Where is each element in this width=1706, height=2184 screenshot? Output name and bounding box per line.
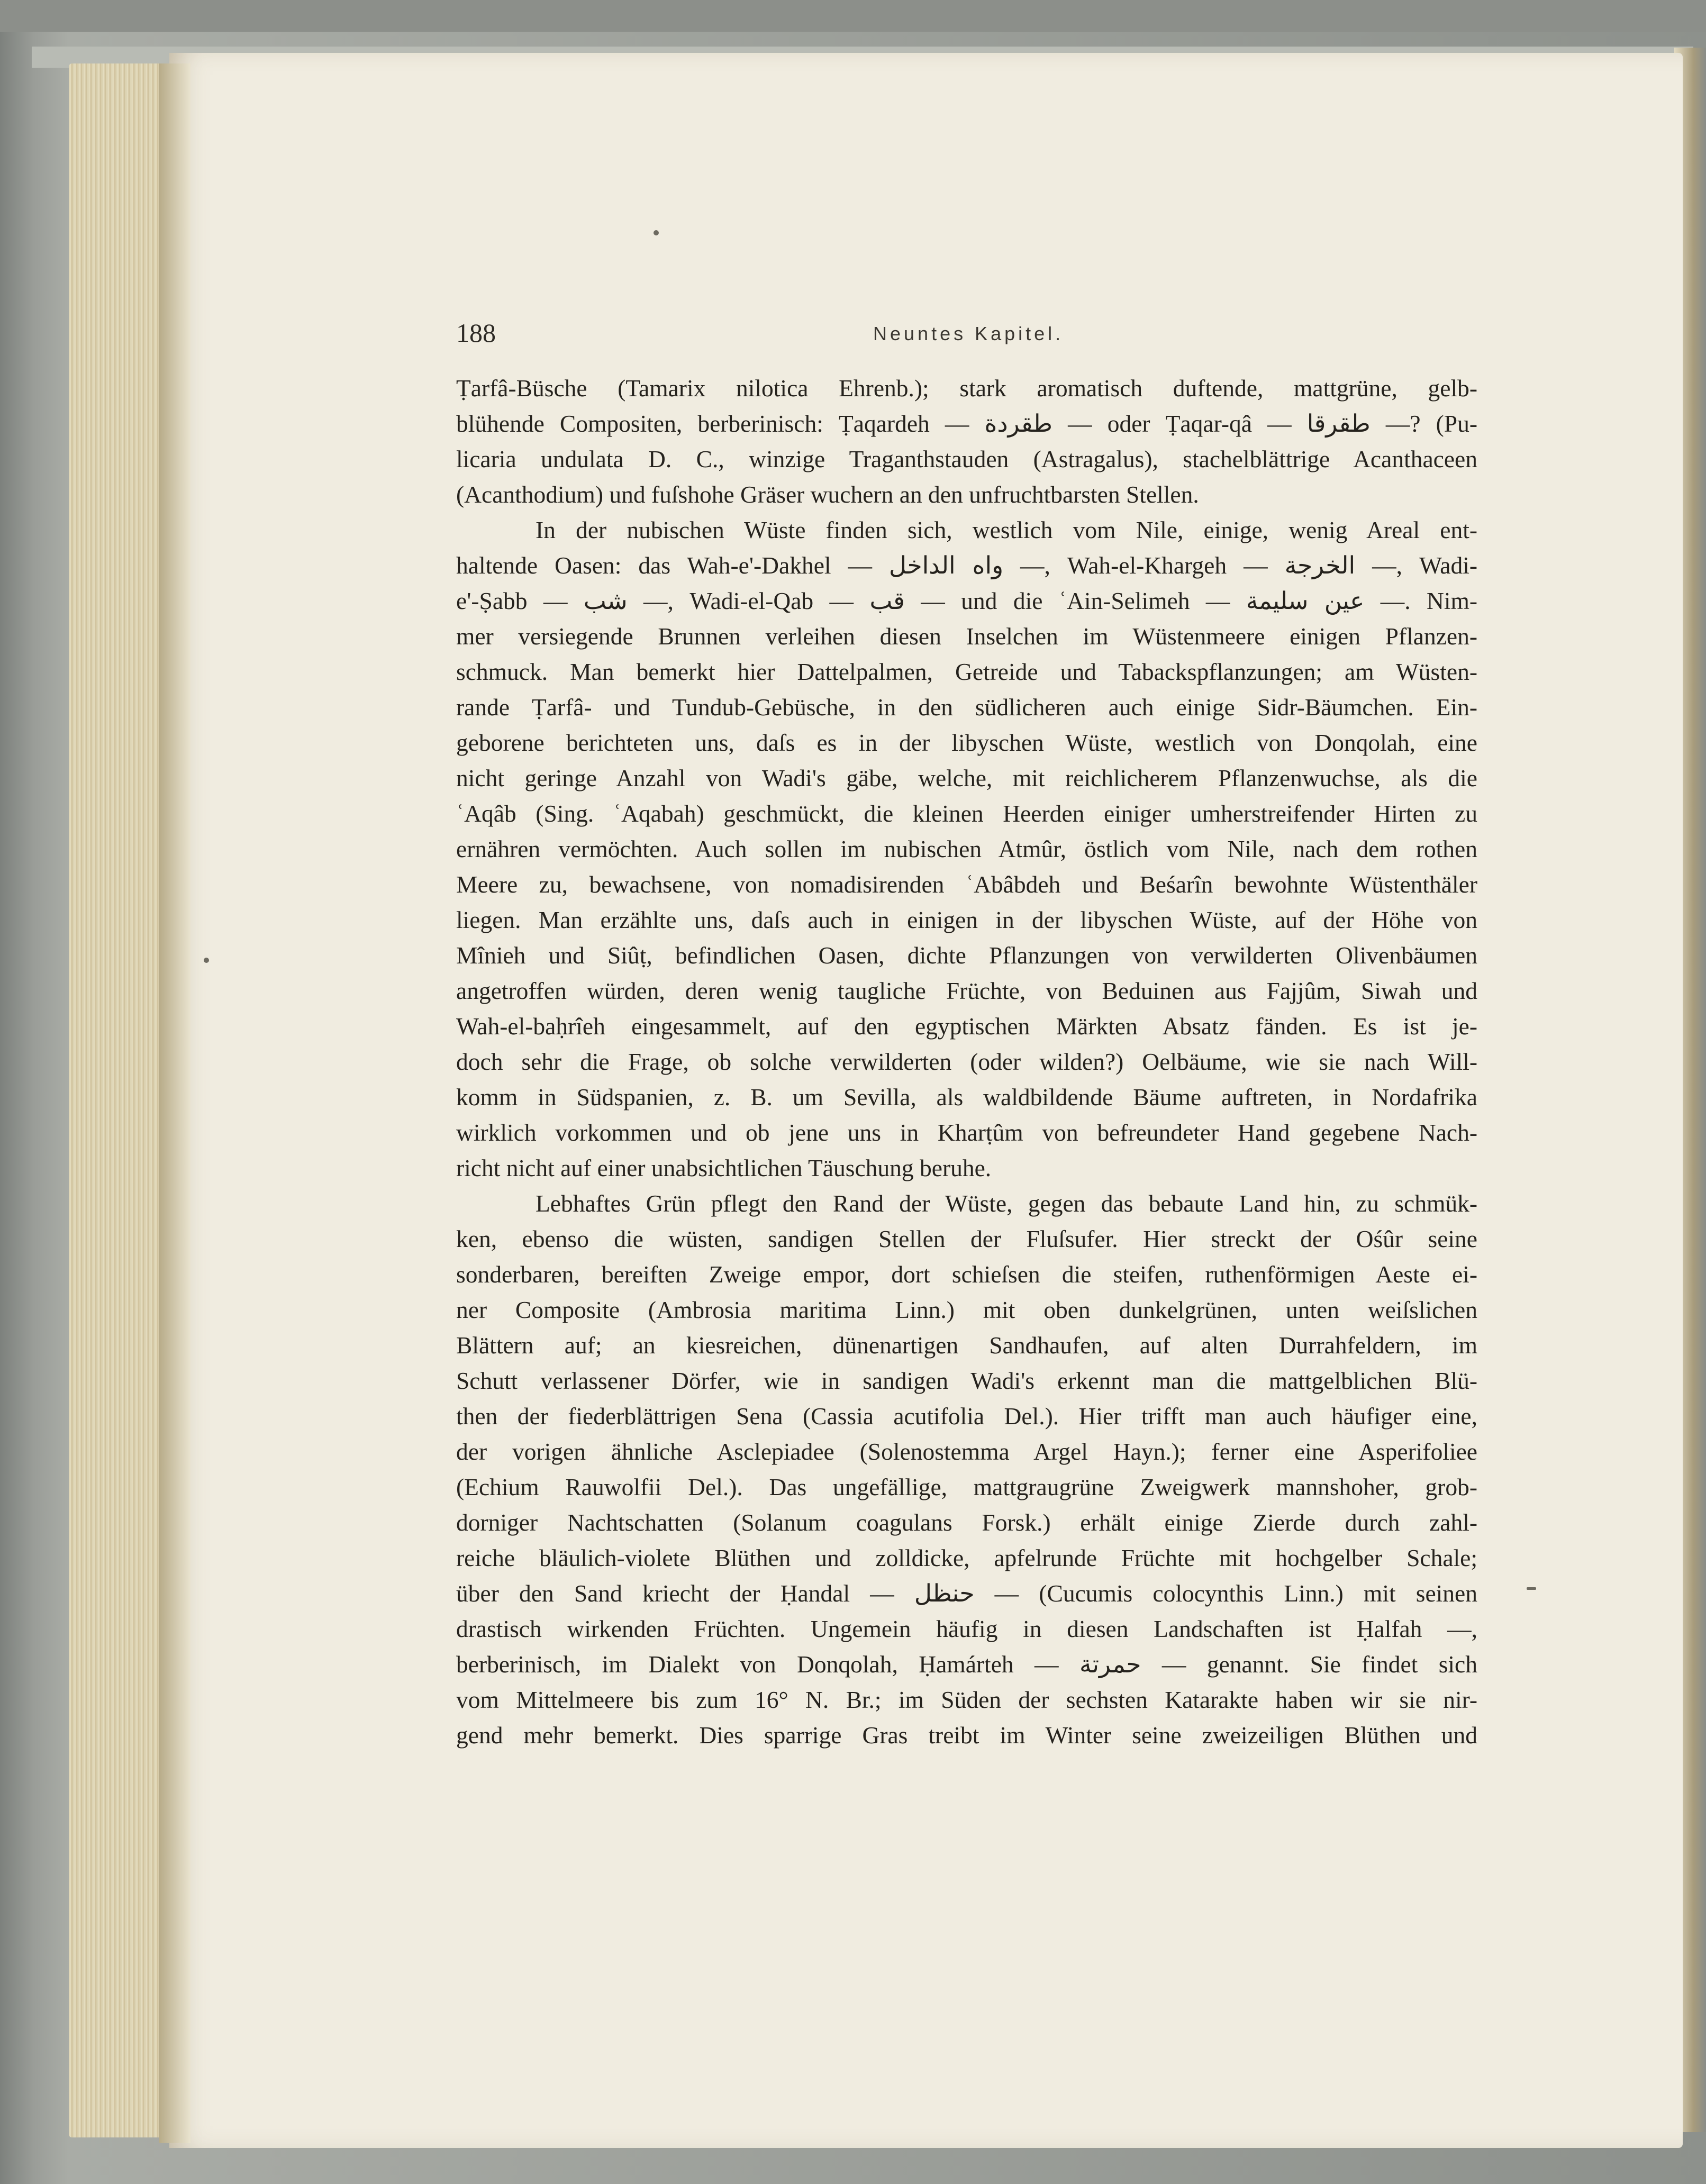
text-line: In der nubischen Wüste finden sich, westlich vom Nile, einige, wenig Areal ent- bbox=[536, 516, 1477, 543]
text-line: Wah-el-baḥrîeh eingesammelt, auf den egyptischen Märkten Absatz fänden. Es ist je- bbox=[456, 1013, 1477, 1040]
text-line: drastisch wirkenden Früchten. Ungemein häufig in diesen Landschaften ist Ḥalfah —, bbox=[456, 1615, 1477, 1642]
text-line: (Echium Rauwolfii Del.). Das ungefällige, mattgraugrüne Zweigwerk mannshoher, grob- bbox=[456, 1473, 1477, 1500]
text-line: licaria undulata D. C., winzige Traganthstauden (Astragalus), stachelblättrige Acanthaceen bbox=[456, 445, 1477, 472]
text-line: blühende Compositen, berberinisch: Ṭaqardeh — طقردة — oder Ṭaqar-qâ — طقرقا —? (Pu- bbox=[456, 410, 1477, 437]
body-text bbox=[456, 370, 1477, 1753]
text-line: Schutt verlassener Dörfer, wie in sandigen Wadi's erkennt man die mattgelblichen Blü- bbox=[456, 1367, 1477, 1394]
text-line: berberinisch, im Dialekt von Donqolah, Ḥamárteh — حمرتة — genannt. Sie findet sich bbox=[456, 1651, 1477, 1678]
text-line: liegen. Man erzählte uns, daſs auch in einigen in der libyschen Wüste, auf der Höhe von bbox=[456, 906, 1477, 933]
running-head: Neuntes Kapitel. bbox=[873, 323, 1064, 344]
page-gutter bbox=[159, 63, 190, 2143]
text-line: geborene berichteten uns, daſs es in der libyschen Wüste, westlich von Donqolah, eine bbox=[456, 729, 1477, 756]
text-line: angetroffen würden, deren wenig taugliche Früchte, von Beduinen aus Fajjûm, Siwah und bbox=[456, 977, 1477, 1004]
text-line: Blättern auf; an kiesreichen, dünenartigen Sandhaufen, auf alten Durrahfeldern, im bbox=[456, 1332, 1477, 1359]
text-line: Meere zu, bewachsene, von nomadisirenden ʿAbâbdeh und Beśarîn bewohnte Wüstenthäler bbox=[456, 871, 1477, 898]
text-line: ner Composite (Ambrosia maritima Linn.) mit oben dunkelgrünen, unten weiſslichen bbox=[456, 1296, 1477, 1323]
text-line: schmuck. Man bemerkt hier Dattelpalmen, Getreide und Tabackspflanzungen; am Wüsten- bbox=[456, 658, 1477, 685]
text-line: Ṭarfâ-Büsche (Tamarix nilotica Ehrenb.); stark aromatisch duftende, mattgrüne, gelb- bbox=[456, 375, 1477, 402]
text-line: doch sehr die Frage, ob solche verwilderten (oder wilden?) Oelbäume, wie sie nach Will- bbox=[456, 1048, 1477, 1075]
paper-speck bbox=[204, 958, 209, 963]
text-line: ernähren vermöchten. Auch sollen im nubischen Atmûr, östlich vom Nile, nach dem rothen bbox=[456, 835, 1477, 862]
text-line: (Acanthodium) und fuſshohe Gräser wuchern an den unfruchtbarsten Stellen. bbox=[456, 481, 1199, 508]
text-line: rande Ṭarfâ- und Tundub-Gebüsche, in den südlicheren auch einige Sidr-Bäumchen. Ein- bbox=[456, 694, 1477, 721]
text-line: haltende Oasen: das Wah-e'-Dakhel — واه الداخل —, Wah-el-Khargeh — الخرجة —, Wadi- bbox=[456, 552, 1477, 579]
text-line: mer versiegende Brunnen verleihen diesen Inselchen im Wüstenmeere einigen Pflanzen- bbox=[456, 623, 1477, 650]
text-line: Mînieh und Siûṭ, befindlichen Oasen, dichte Pflanzungen von verwilderten Olivenbäumen bbox=[456, 942, 1477, 969]
text-line: wirklich vorkommen und ob jene uns in Kharṭûm von befreundeter Hand gegebene Nach- bbox=[456, 1119, 1477, 1146]
page-header bbox=[456, 317, 1514, 365]
text-line: sonderbaren, bereiften Zweige empor, dort schieſsen die steifen, ruthenförmigen Aeste ei- bbox=[456, 1261, 1477, 1288]
paper-speck bbox=[654, 230, 659, 235]
page-number: 188 bbox=[456, 318, 496, 348]
text-line: dorniger Nachtschatten (Solanum coagulans Forsk.) erhält einige Zierde durch zahl- bbox=[456, 1509, 1477, 1536]
text-line: then der fiederblättrigen Sena (Cassia acutifolia Del.). Hier trifft man auch häufiger eine, bbox=[456, 1403, 1477, 1430]
text-line: reiche bläulich-violete Blüthen und zolldicke, apfelrunde Früchte mit hochgelber Schale; bbox=[456, 1544, 1477, 1571]
text-line: der vorigen ähnliche Asclepiadee (Solenostemma Argel Hayn.); ferner eine Asperifoliee bbox=[456, 1438, 1477, 1465]
text-line: komm in Südspanien, z. B. um Sevilla, als waldbildende Bäume auftreten, in Nordafrika bbox=[456, 1084, 1477, 1111]
text-line: Lebhaftes Grün pflegt den Rand der Wüste, gegen das bebaute Land hin, zu schmük- bbox=[536, 1190, 1477, 1217]
text-line: ʿAqâb (Sing. ʿAqabah) geschmückt, die kleinen Heerden einiger umherstreifender Hirten zu bbox=[456, 800, 1477, 827]
text-line: über den Sand kriecht der Ḥandal — حنظل — (Cucumis colocynthis Linn.) mit seinen bbox=[456, 1580, 1477, 1607]
text-line: gend mehr bemerkt. Dies sparrige Gras treibt im Winter seine zweizeiligen Blüthen und bbox=[456, 1722, 1477, 1749]
text-line: e'-Ṣabb — شب —, Wadi-el-Qab — قب — und die ʿAin-Selimeh — عين سليمة —. Nim- bbox=[456, 587, 1478, 614]
text-line: nicht geringe Anzahl von Wadi's gäbe, welche, mit reichlicherem Pflanzenwuchse, als die bbox=[456, 765, 1477, 791]
text-line: ken, ebenso die wüsten, sandigen Stellen der Fluſsufer. Hier streckt der Ośûr seine bbox=[456, 1225, 1477, 1252]
text-line: vom Mittelmeere bis zum 16° N. Br.; im Süden der sechsten Katarakte haben wir sie nir- bbox=[456, 1686, 1477, 1713]
paper-speck bbox=[1527, 1587, 1536, 1590]
text-line: richt nicht auf einer unabsichtlichen Täuschung beruhe. bbox=[456, 1154, 992, 1181]
